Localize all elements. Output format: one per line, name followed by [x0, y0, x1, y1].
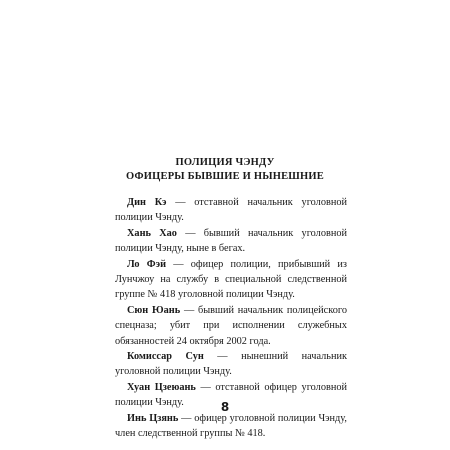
character-name: Хуан Цзеюань — [127, 381, 196, 393]
character-description: — нынешний начальник уголовной полиции Чэнду. — [115, 351, 347, 378]
section-heading-line-2: ОФИЦЕРЫ БЫВШИЕ И НЫНЕШНИЕ — [126, 171, 324, 182]
page-number: 8 — [220, 400, 230, 414]
character-entry — [115, 257, 347, 303]
character-entry — [115, 411, 347, 442]
section-heading-line-1: ПОЛИЦИЯ ЧЭНДУ — [175, 157, 275, 168]
character-description: — отставной офицер уголовной полиции Чэнду. — [115, 381, 347, 409]
character-description: — бывший начальник уголовной полиции Чэнду, ныне в бегах. — [115, 227, 348, 255]
character-description: — бывший начальник полицейского спецназа; убит при исполнении служебных обязанностей 24 октября 2002 года. — [115, 304, 347, 347]
character-name: Комиссар Сун — [127, 351, 204, 363]
character-name: Инь Цзянь — [127, 412, 179, 424]
character-description: — офицер полиции, прибывший из Лунчжоу на службу в специальной следственной группе № 418 уголовной полиции Чэнду. — [115, 258, 347, 301]
character-entry — [115, 226, 347, 257]
character-entry — [115, 349, 347, 380]
character-name: Хань Хао — [127, 227, 177, 239]
character-description: — отставной начальник уголовной полиции Чэнду. — [115, 197, 348, 224]
character-entry — [115, 195, 347, 226]
character-name: Сюн Юань — [127, 304, 181, 316]
character-name: Дин Кэ — [127, 197, 167, 208]
character-description: — офицер уголовной полиции Чэнду, член следственной группы № 418. — [115, 412, 347, 440]
character-entry — [115, 303, 347, 349]
character-name: Ло Фэй — [127, 258, 167, 270]
